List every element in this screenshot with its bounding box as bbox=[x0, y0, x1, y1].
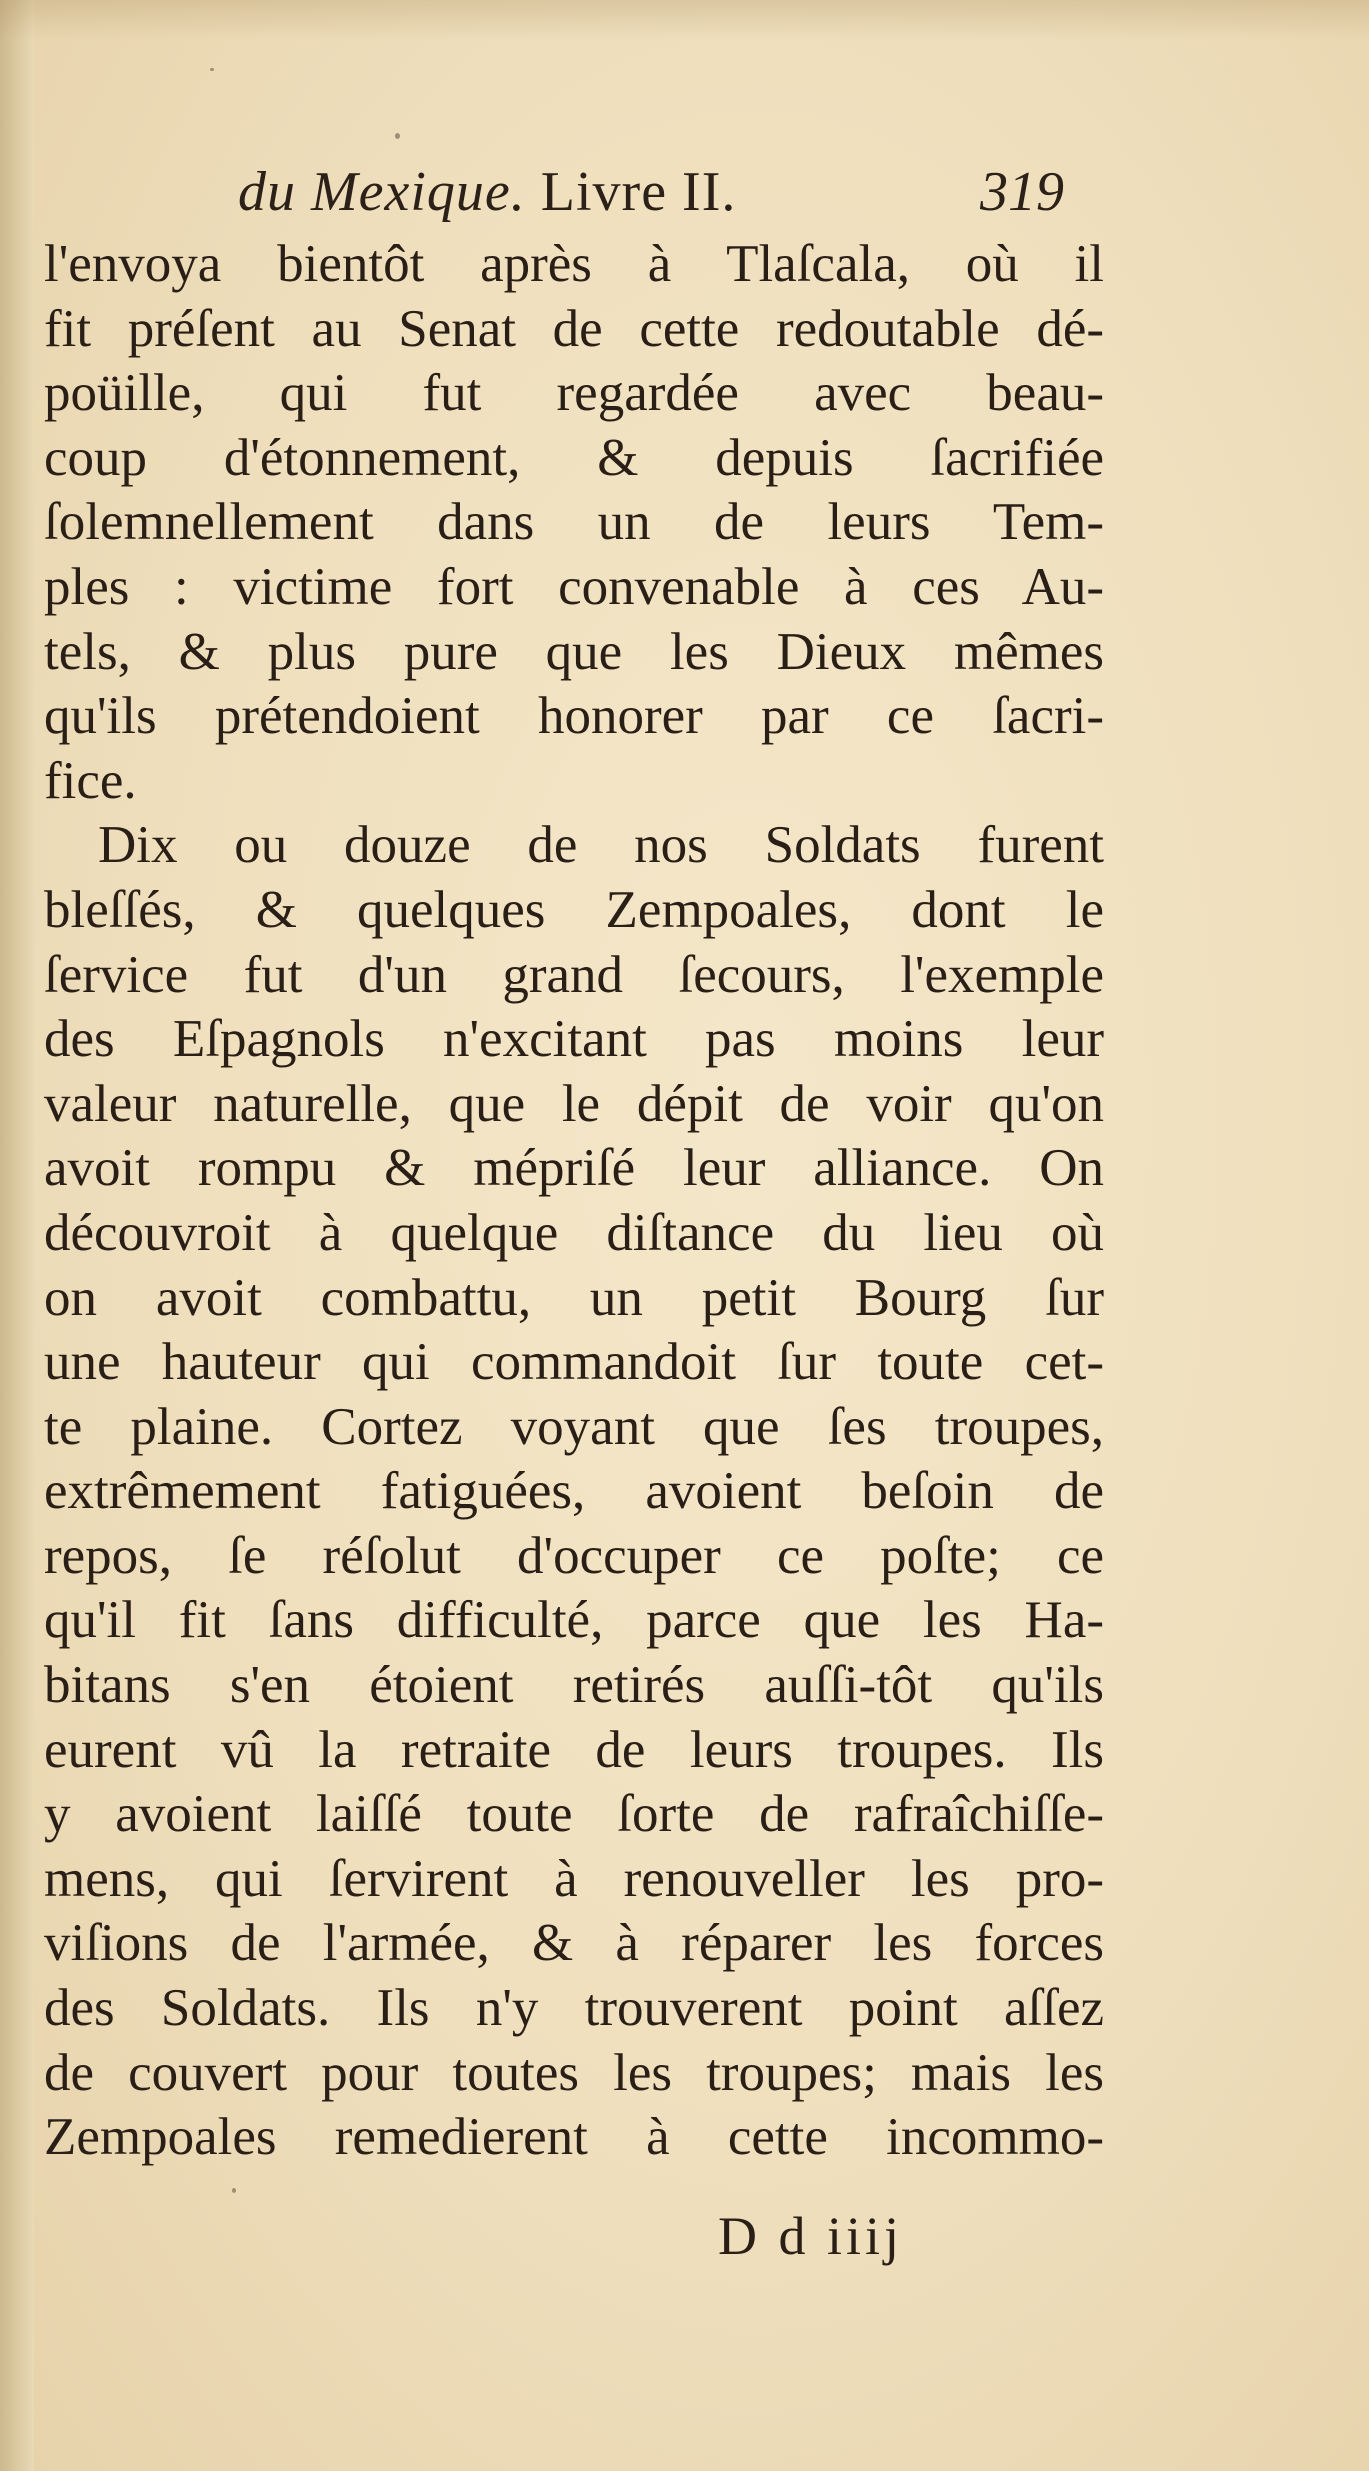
running-head bbox=[238, 160, 736, 224]
paper-speck bbox=[210, 68, 214, 71]
text-line: ples : victime fort convenable à ces Au- bbox=[44, 557, 1104, 616]
text-line: avoit rompu & mépriſé leur alliance. On bbox=[44, 1139, 1104, 1198]
text-line: extrêmement fatiguées, avoient beſoin de bbox=[44, 1462, 1104, 1521]
page-number: 319 bbox=[980, 161, 1064, 223]
text-line: repos, ſe réſolut d'occuper ce poſte; ce bbox=[44, 1526, 1104, 1585]
text-line: une hauteur qui commandoit ſur toute cet- bbox=[44, 1333, 1104, 1392]
text-line: eurent vû la retraite de leurs troupes. Ils bbox=[44, 1720, 1104, 1779]
text-line: ſolemnellement dans un de leurs Tem- bbox=[44, 493, 1104, 552]
text-line: des Soldats. Ils n'y trouverent point aſſez bbox=[44, 1979, 1104, 2038]
page-top-shadow bbox=[0, 0, 1369, 40]
text-line: y avoient laiſſé toute ſorte de rafraîchiſſe- bbox=[44, 1785, 1104, 1844]
text-line: Zempoales remedierent à cette incommo- bbox=[44, 2108, 1104, 2167]
text-line: coup d'étonnement, & depuis ſacrifiée bbox=[44, 428, 1104, 487]
text-line: qu'ils prétendoient honorer par ce ſacri- bbox=[44, 687, 1104, 746]
text-line: ſervice fut d'un grand ſecours, l'exemple bbox=[44, 945, 1104, 1004]
text-line: mens, qui ſervirent à renouveller les pro- bbox=[44, 1849, 1104, 1908]
paper-speck bbox=[232, 2188, 236, 2193]
page-gutter-edge bbox=[0, 0, 34, 2471]
text-line: de couvert pour toutes les troupes; mais les bbox=[44, 2043, 1104, 2102]
signature-mark: D d iiij bbox=[718, 2206, 904, 2266]
text-line: viſions de l'armée, & à réparer les forces bbox=[44, 1914, 1104, 1973]
body-text bbox=[44, 232, 1104, 2170]
text-line: te plaine. Cortez voyant que ſes troupes, bbox=[44, 1397, 1104, 1456]
text-line: des Eſpagnols n'excitant pas moins leur bbox=[44, 1010, 1104, 1069]
text-line: l'envoya bientôt après à Tlaſcala, où il bbox=[44, 235, 1104, 293]
text-line: bleſſés, & quelques Zempoales, dont le bbox=[44, 880, 1104, 939]
running-head-italic: du Mexique. bbox=[238, 161, 526, 223]
text-line: valeur naturelle, que le dépit de voir qu'on bbox=[44, 1074, 1104, 1133]
text-line: Dix ou douze de nos Soldats furent bbox=[98, 816, 1104, 875]
text-line: bitans s'en étoient retirés auſſi-tôt qu'ils bbox=[44, 1656, 1104, 1715]
text-line: poüille, qui fut regardée avec beau- bbox=[44, 364, 1104, 423]
text-line: on avoit combattu, un petit Bourg ſur bbox=[44, 1268, 1104, 1327]
text-line: fice. bbox=[44, 751, 137, 810]
text-line: qu'il fit ſans difficulté, parce que les Ha- bbox=[44, 1591, 1104, 1650]
running-header bbox=[0, 160, 1369, 240]
running-head-roman: Livre II. bbox=[540, 161, 737, 223]
text-line: fit préſent au Senat de cette redoutable dé- bbox=[44, 299, 1104, 358]
paper-speck bbox=[395, 133, 400, 139]
text-line: découvroit à quelque diſtance du lieu où bbox=[44, 1203, 1104, 1262]
text-line: tels, & plus pure que les Dieux mêmes bbox=[44, 622, 1104, 681]
